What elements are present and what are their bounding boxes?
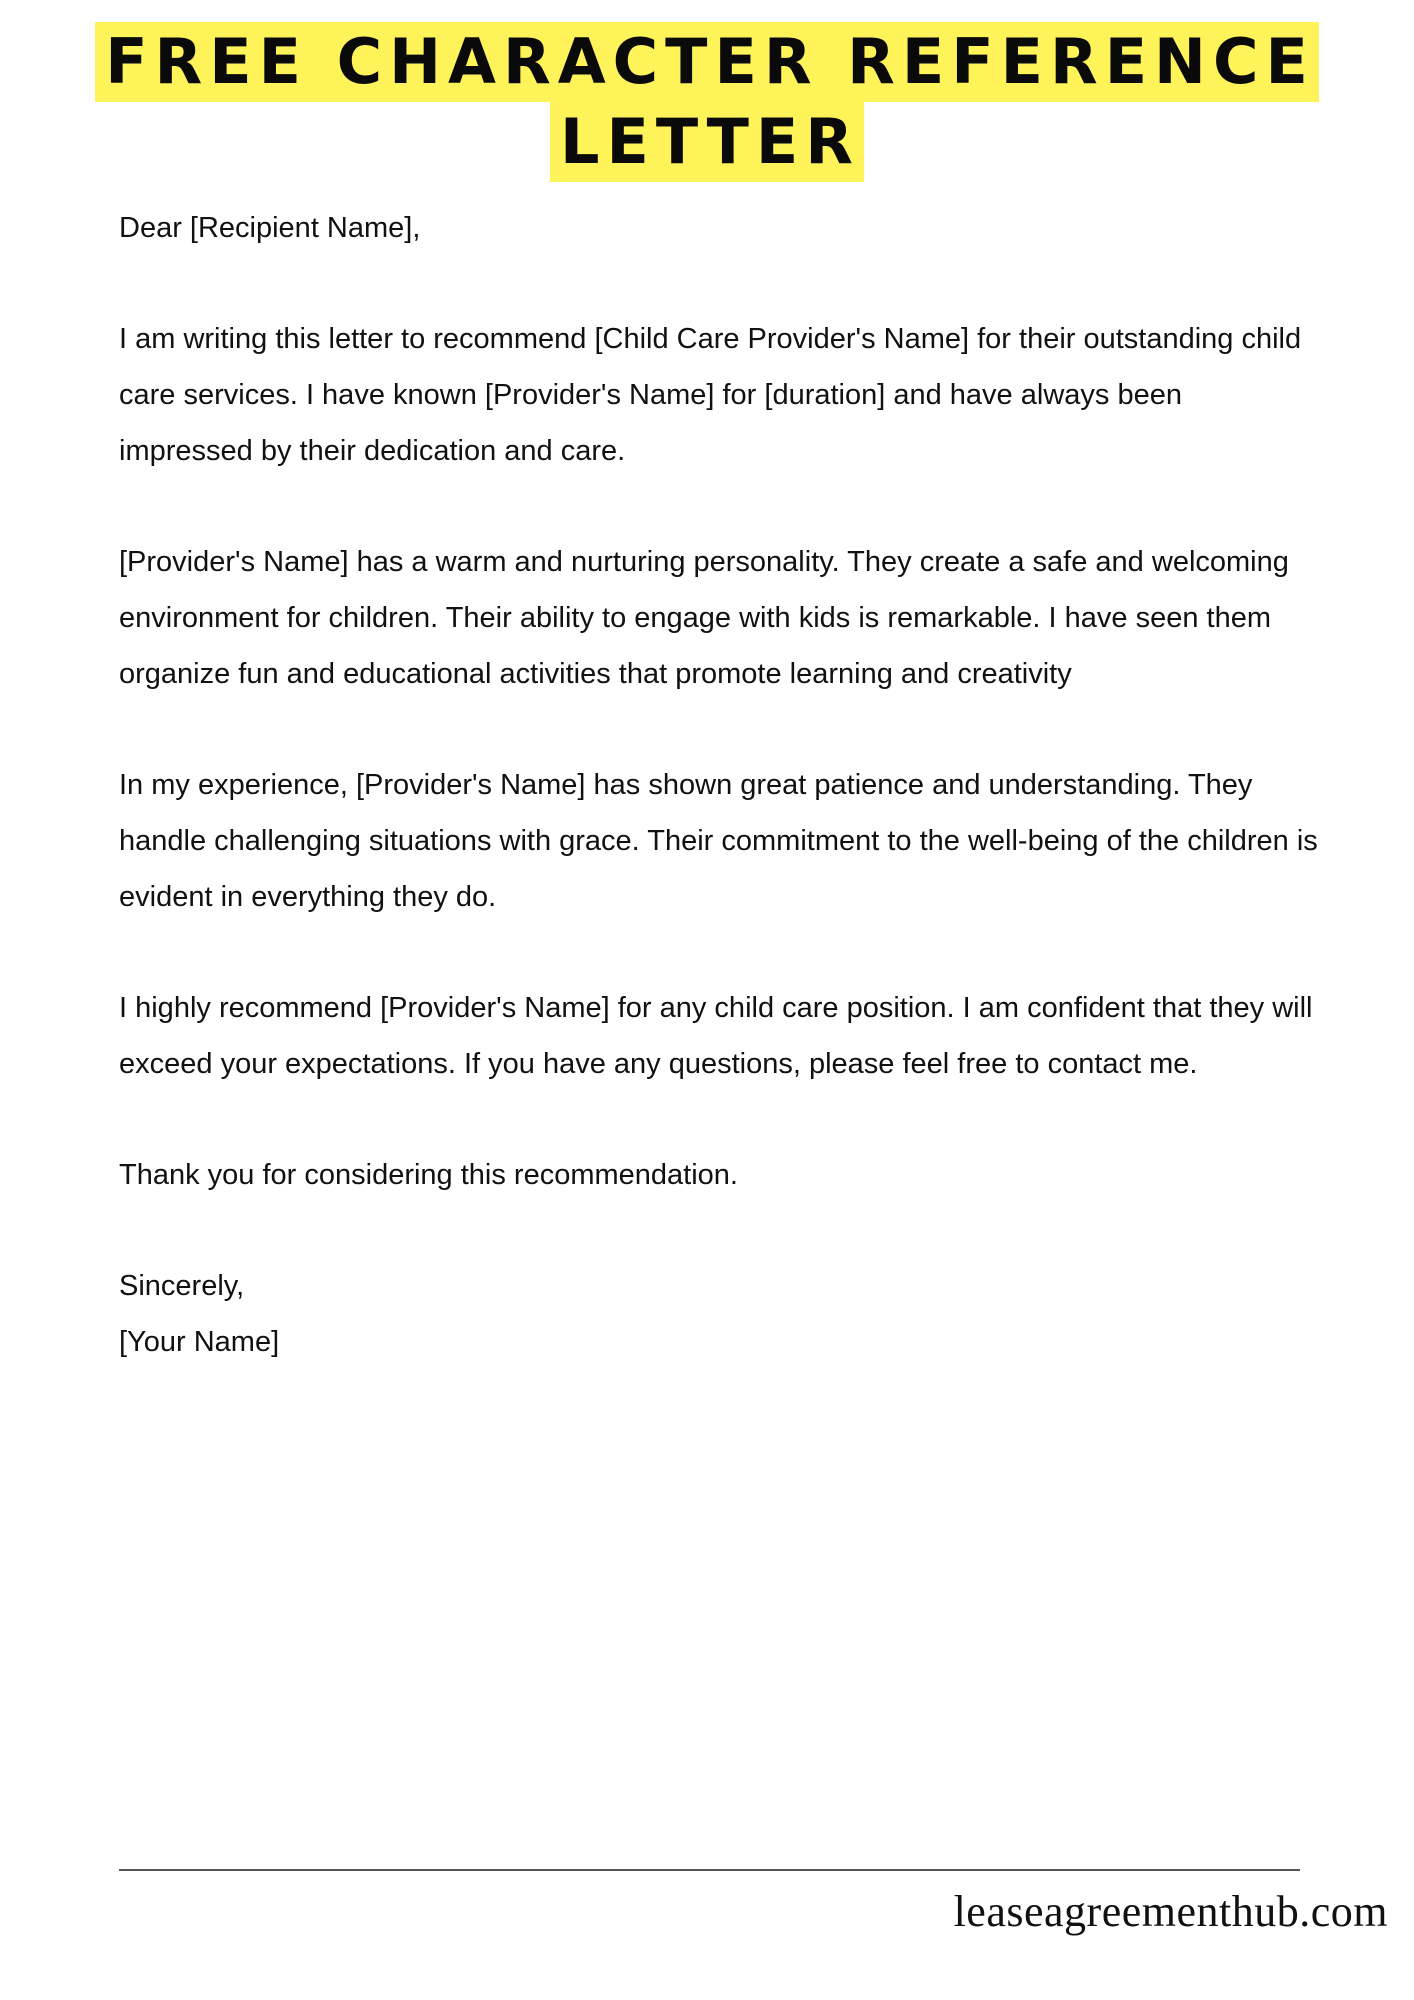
paragraph-intro: I am writing this letter to recommend [Child Care Provider's Name] for their outstanding child care services. I have known [Provider's Name] for [duration] and have always been impressed by their dedication and care. <box>119 323 1302 467</box>
salutation: Dear [Recipient Name], <box>119 212 421 244</box>
title-line-1: FREE CHARACTER REFERENCE <box>95 22 1319 102</box>
letter-body <box>119 200 1319 1370</box>
closing: Sincerely, <box>119 1270 245 1302</box>
paragraph-personality: [Provider's Name] has a warm and nurturing personality. They create a safe and welcoming environment for children. Their ability to engage with kids is remarkable. I have seen them organize fun and educational activities that promote learning and creativity <box>119 546 1289 690</box>
paragraph-recommendation: I highly recommend [Provider's Name] for any child care position. I am confident that they will exceed your expectations. If you have any questions, please feel free to contact me. <box>119 992 1313 1080</box>
footer-website: leaseagreementhub.com <box>953 1887 1388 1936</box>
paragraph-experience: In my experience, [Provider's Name] has shown great patience and understanding. They handle challenging situations with grace. Their commitment to the well-being of the children is evident in everything they do. <box>119 769 1318 913</box>
footer-divider <box>119 1869 1300 1871</box>
page-title <box>0 22 1414 182</box>
title-line-2: LETTER <box>550 102 864 182</box>
signature: [Your Name] <box>119 1326 280 1358</box>
paragraph-thanks: Thank you for considering this recommendation. <box>119 1159 738 1191</box>
